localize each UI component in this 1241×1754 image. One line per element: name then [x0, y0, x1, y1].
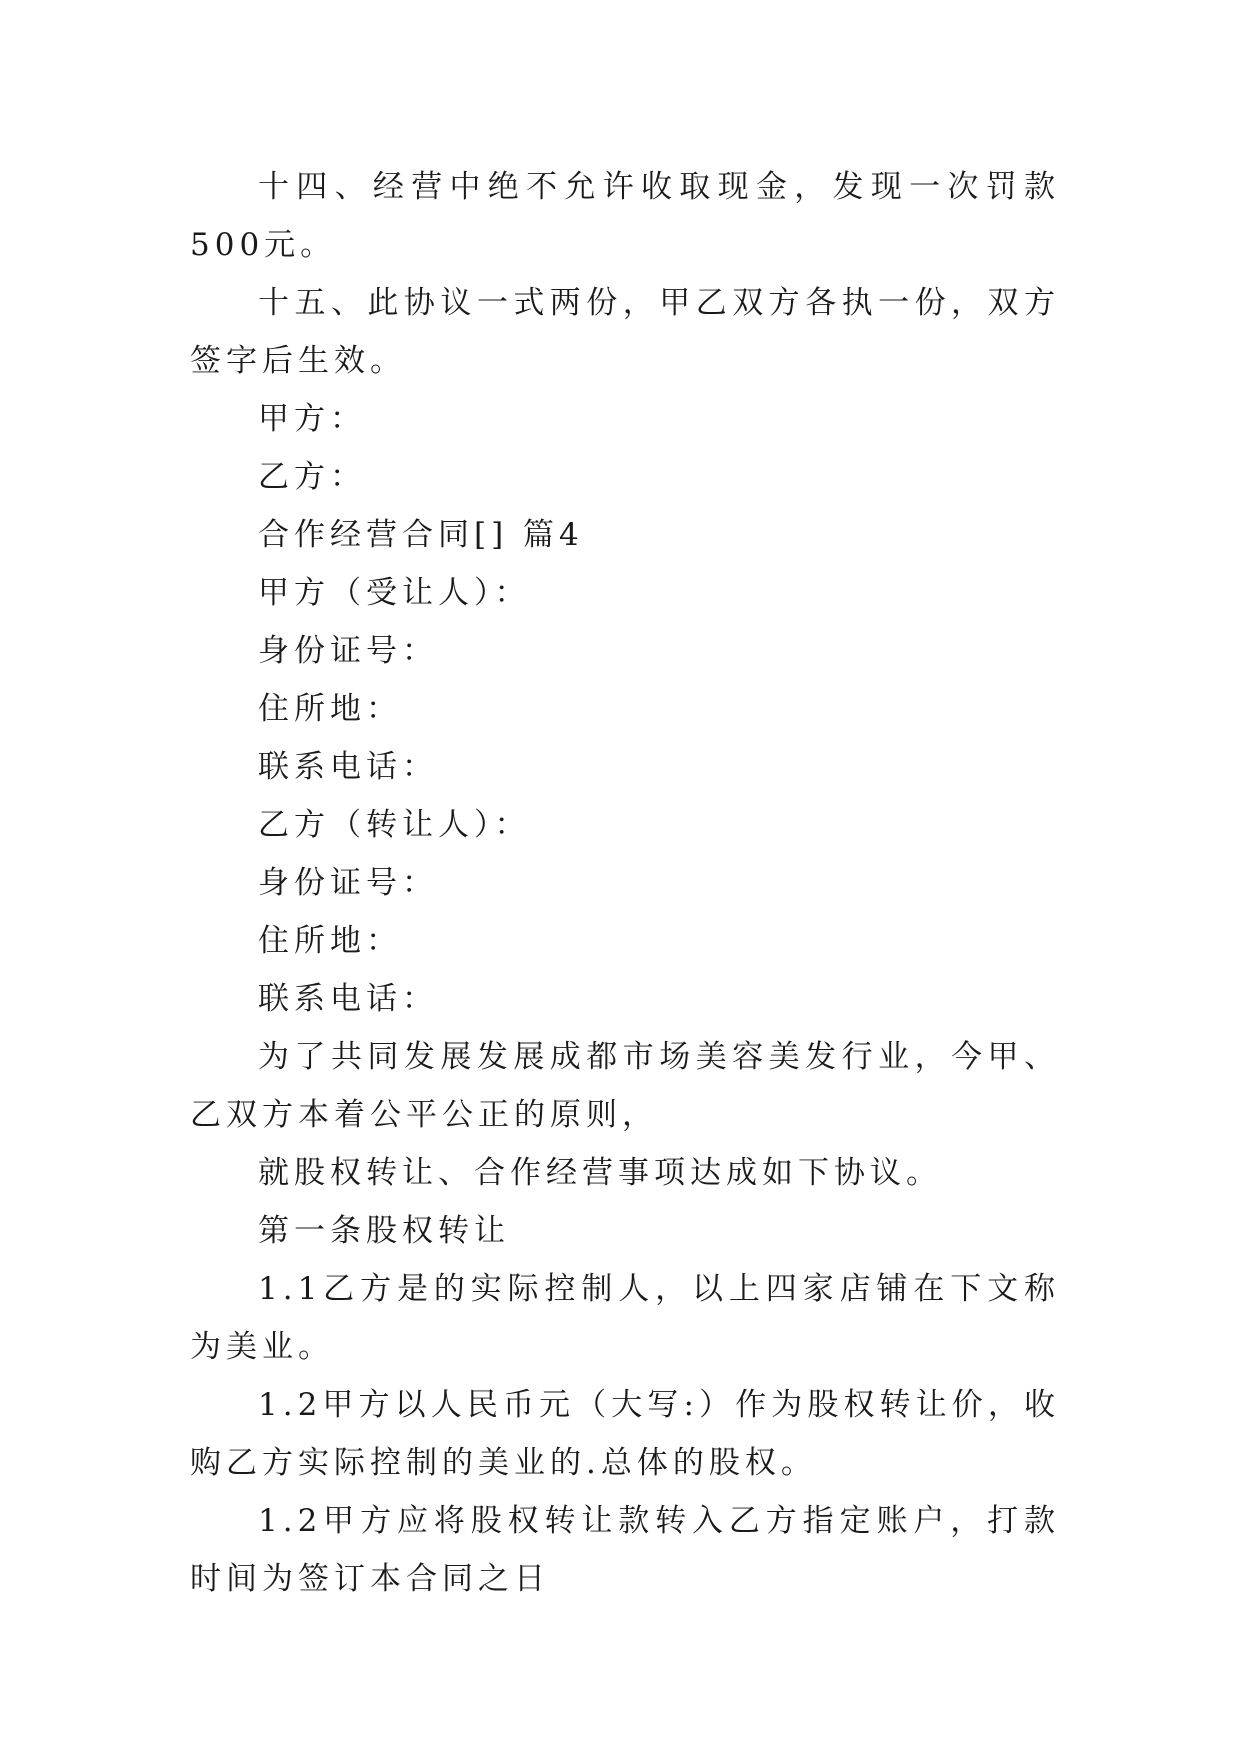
- paragraph-clause-14: 十四、经营中绝不允许收取现金，发现一次罚款500元。: [190, 169, 1060, 263]
- article-1-heading: 第一条股权转让: [258, 1213, 510, 1249]
- party-b-address: 住所地：: [258, 923, 402, 959]
- clause-1-2: 1.2甲方以人民币元（大写:）作为股权转让价，收购乙方实际控制的美业的.总体的股权。: [190, 1387, 1060, 1481]
- paragraph-clause-15: 十五、此协议一式两份，甲乙双方各执一份，双方签字后生效。: [190, 285, 1060, 379]
- clause-1-1: 1.1乙方是的实际控制人，以上四家店铺在下文称为美业。: [190, 1271, 1060, 1365]
- party-b-id-number: 身份证号：: [258, 865, 438, 901]
- section-title: 合作经营合同[] 篇4: [258, 517, 584, 553]
- party-b-phone: 联系电话：: [258, 981, 438, 1017]
- party-a-address: 住所地：: [258, 691, 402, 727]
- party-a-id-number: 身份证号：: [258, 633, 438, 669]
- clause-1-2-payment: 1.2甲方应将股权转让款转入乙方指定账户，打款时间为签订本合同之日: [190, 1503, 1060, 1597]
- preamble-agreement: 就股权转让、合作经营事项达成如下协议。: [258, 1155, 942, 1191]
- party-b-signature: 乙方：: [258, 459, 366, 495]
- preamble-paragraph: 为了共同发展发展成都市场美容美发行业，今甲、乙双方本着公平公正的原则，: [190, 1039, 1060, 1133]
- party-a-phone: 联系电话：: [258, 749, 438, 785]
- party-a-label: 甲方（受让人）：: [258, 575, 531, 611]
- party-a-signature: 甲方：: [258, 401, 366, 437]
- document-body: [190, 158, 1060, 1608]
- party-b-label: 乙方（转让人）：: [258, 807, 531, 843]
